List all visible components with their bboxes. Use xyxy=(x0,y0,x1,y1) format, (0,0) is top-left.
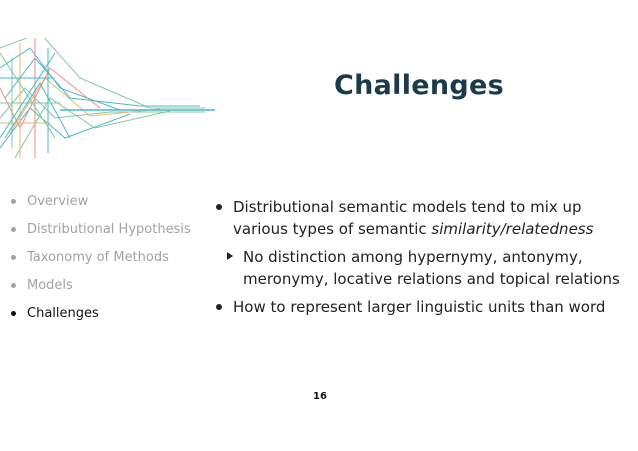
nav-item-label: Overview xyxy=(27,194,89,209)
bullet-text: Distributional semantic models tend to mix up various types of semantic xyxy=(233,198,582,238)
nav-item-taxonomy-of-methods[interactable] xyxy=(11,249,201,277)
bullet-dot-icon xyxy=(11,227,16,232)
sub-bullet-point xyxy=(215,246,625,290)
nav-item-label: Distributional Hypothesis xyxy=(27,222,191,237)
nav-item-overview[interactable] xyxy=(11,193,201,221)
bullet-dot-icon xyxy=(11,255,16,260)
nav-item-label: Challenges xyxy=(27,306,99,321)
bullet-dot-icon xyxy=(11,311,16,316)
bullet-emphasis: similarity/relatedness xyxy=(431,220,594,238)
slide-content xyxy=(215,196,625,324)
nav-item-distributional-hypothesis[interactable] xyxy=(11,221,201,249)
bullet-dot-icon xyxy=(216,204,222,210)
decorative-line-graphic xyxy=(0,38,215,158)
bullet-dot-icon xyxy=(11,283,16,288)
bullet-dot-icon xyxy=(216,304,222,310)
bullet-point xyxy=(215,196,625,240)
nav-item-challenges[interactable] xyxy=(11,305,201,333)
bullet-dot-icon xyxy=(11,199,16,204)
slide-title: Challenges xyxy=(334,70,505,101)
page-number: 16 xyxy=(313,391,327,402)
bullet-point xyxy=(215,296,625,318)
nav-item-models[interactable] xyxy=(11,277,201,305)
section-nav xyxy=(11,193,201,333)
sub-bullet-text: No distinction among hypernymy, antonymy, meronymy, locative relations and topical relations xyxy=(243,248,620,288)
triangle-bullet-icon xyxy=(227,252,233,260)
nav-item-label: Models xyxy=(27,278,73,293)
bullet-text: How to represent larger linguistic units than word xyxy=(233,298,606,316)
nav-item-label: Taxonomy of Methods xyxy=(27,250,169,265)
